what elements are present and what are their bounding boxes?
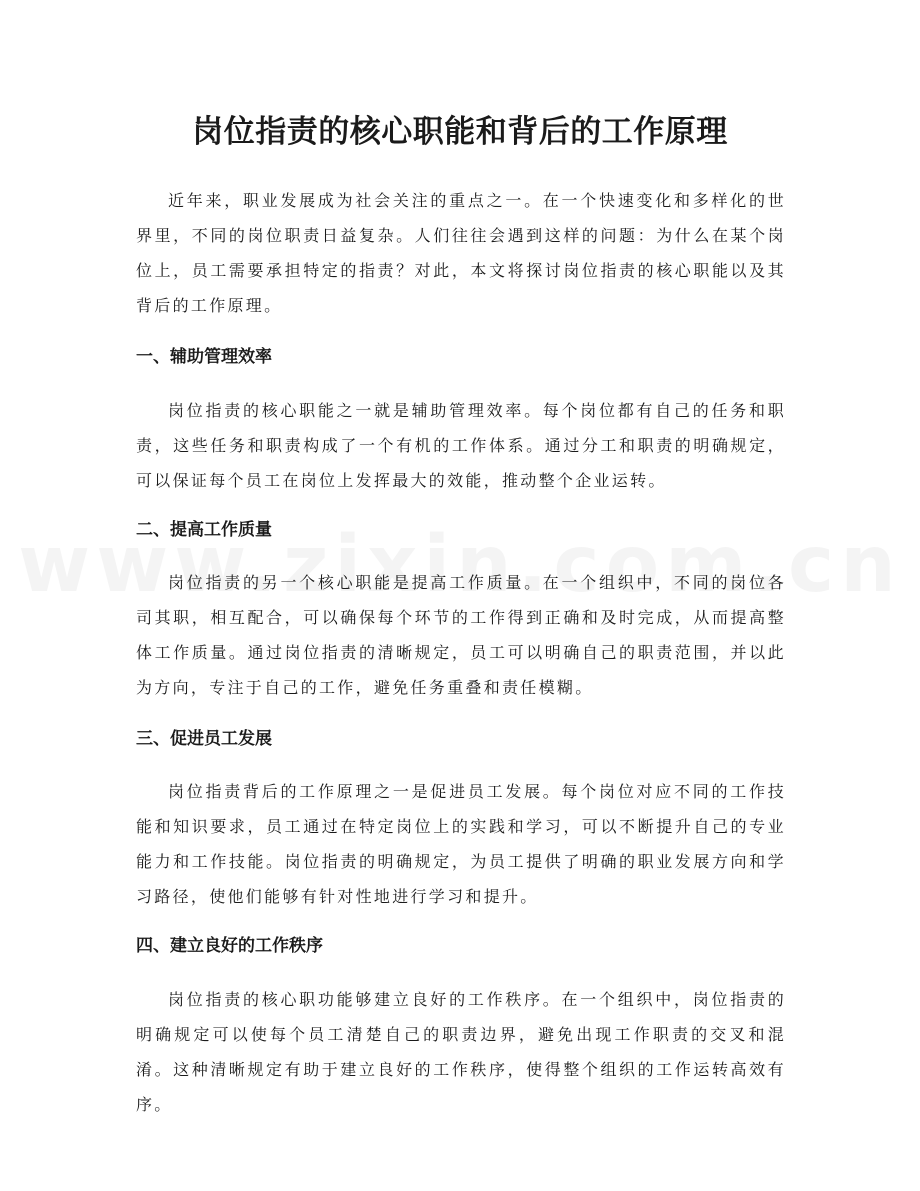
section-heading-1: 一、辅助管理效率 bbox=[136, 347, 272, 367]
section-body-1: 岗位指责的核心职能之一就是辅助管理效率。每个岗位都有自己的任务和职责，这些任务和职责构成了一个有机的工作体系。通过分工和职责的明确规定，可以保证每个员工在岗位上发挥最大的效能，推动整个企业运转。 bbox=[136, 401, 786, 490]
document-title: 岗位指责的核心职能和背后的工作原理 bbox=[192, 114, 728, 150]
section-body-4: 岗位指责的核心职功能够建立良好的工作秩序。在一个组织中，岗位指责的明确规定可以使每个员工清楚自己的职责边界，避免出现工作职责的交叉和混淆。这种清晰规定有助于建立良好的工作秩序，使得整个组织的工作运转高效有序。 bbox=[136, 990, 786, 1114]
intro-paragraph: 近年来，职业发展成为社会关注的重点之一。在一个快速变化和多样化的世界里，不同的岗位职责日益复杂。人们往往会遇到这样的问题：为什么在某个岗位上，员工需要承担特定的指责？对此，本文将探讨岗位指责的核心职能以及其背后的工作原理。 bbox=[136, 191, 786, 315]
section-heading-3: 三、促进员工发展 bbox=[136, 729, 272, 749]
section-body-2: 岗位指责的另一个核心职能是提高工作质量。在一个组织中，不同的岗位各司其职，相互配合，可以确保每个环节的工作得到正确和及时完成，从而提高整体工作质量。通过岗位指责的清晰规定，员工可以明确自己的职责范围，并以此为方向，专注于自己的工作，避免任务重叠和责任模糊。 bbox=[136, 573, 786, 697]
section-heading-2: 二、提高工作质量 bbox=[136, 520, 272, 540]
section-heading-4: 四、建立良好的工作秩序 bbox=[136, 936, 323, 956]
section-body-3: 岗位指责背后的工作原理之一是促进员工发展。每个岗位对应不同的工作技能和知识要求，员工通过在特定岗位上的实践和学习，可以不断提升自己的专业能力和工作技能。岗位指责的明确规定，为员工提供了明确的职业发展方向和学习路径，使他们能够有针对性地进行学习和提升。 bbox=[136, 782, 786, 906]
